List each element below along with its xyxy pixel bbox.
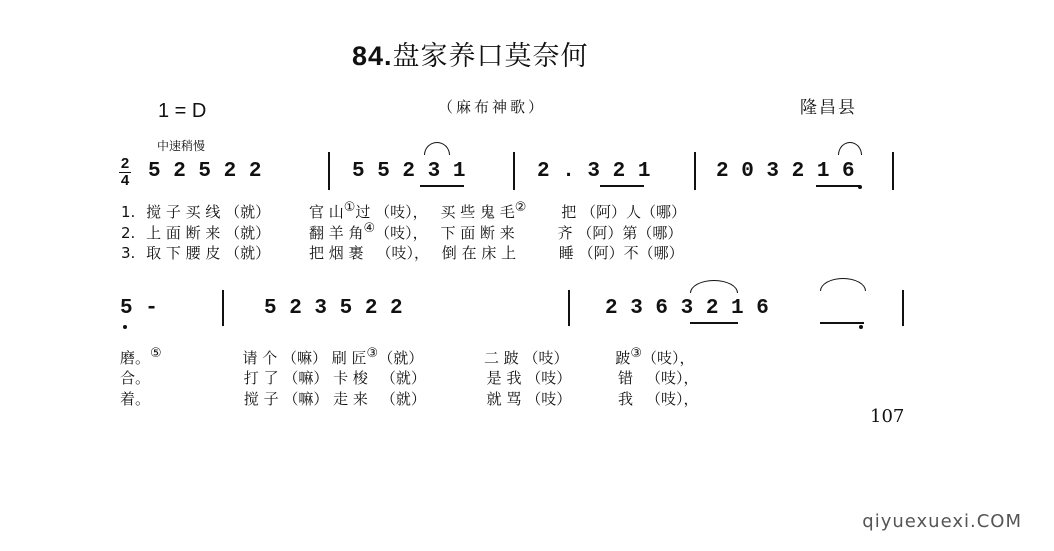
octave-dot [123, 325, 127, 329]
slur-mark [424, 142, 450, 155]
barline [694, 152, 696, 190]
region-label: 隆昌县 [800, 98, 857, 118]
key-signature: 1 = D [158, 100, 207, 122]
measure-6: 5 2 3 5 2 2 [264, 297, 403, 320]
song-title [352, 34, 589, 73]
meter-top: 2 [120, 155, 130, 172]
barline [222, 290, 224, 326]
barline [328, 152, 330, 190]
song-number: 84. [352, 41, 393, 71]
measure-4: 2 0 3 2 1 6 [716, 160, 855, 183]
lyric-verse-1: 1. 搅 子 买 线 （就） 官 山①过 （吱）， 买 些 鬼 毛② 把 （阿）人（哪） [121, 200, 686, 221]
slur-mark [820, 278, 866, 291]
lyric-verse-2: 2. 上 面 断 来 （就） 翻 羊 角④（吱）， 下 面 断 来 齐 （阿）第（哪） [121, 221, 683, 242]
octave-dot [858, 185, 862, 189]
subtitle: （麻布神歌） [438, 98, 547, 116]
beam-line [820, 322, 864, 324]
beam-line [816, 185, 860, 187]
watermark: qiyuexuexi.COM [862, 511, 1022, 532]
octave-dot [859, 325, 863, 329]
barline [513, 152, 515, 190]
measure-2: 5 5 2 3 1 [352, 160, 466, 183]
page-number: 107 [870, 406, 905, 427]
lyric-row2-verse-1: 磨。⑤ 请 个 （嘛） 刷 匠③（就） 二 跛 （吱） 跛③（吱）， [120, 346, 695, 367]
lyric-verse-3: 3. 取 下 腰 皮 （就） 把 烟 裹 （吱）， 倒 在 床 上 睡 （阿）不（哪） [121, 244, 684, 262]
measure-7: 2 3 6 3 2 1 6 [605, 297, 769, 320]
tempo-marking: 中速稍慢 [157, 139, 206, 153]
measure-5: 5 - [120, 297, 158, 320]
song-name: 盘家养口莫奈何 [392, 41, 589, 72]
beam-line [690, 322, 738, 324]
barline [902, 290, 904, 326]
beam-line [420, 185, 464, 187]
beam-line [600, 185, 644, 187]
meter-bottom: 4 [120, 172, 130, 189]
lyric-row2-verse-3: 着。 搅 子 （嘛） 走 来 （就） 就 骂 （吱） 我 （吱）， [120, 390, 699, 408]
slur-mark [838, 142, 862, 155]
measure-3: 2 . 3 2 1 [537, 160, 651, 183]
slur-mark [690, 280, 738, 293]
barline [892, 152, 894, 190]
barline [568, 290, 570, 326]
time-signature [118, 156, 132, 189]
measure-1: 5 2 5 2 2 [148, 160, 262, 183]
lyric-row2-verse-2: 合。 打 了 （嘛） 卡 梭 （就） 是 我 （吱） 错 （吱）， [120, 369, 699, 387]
